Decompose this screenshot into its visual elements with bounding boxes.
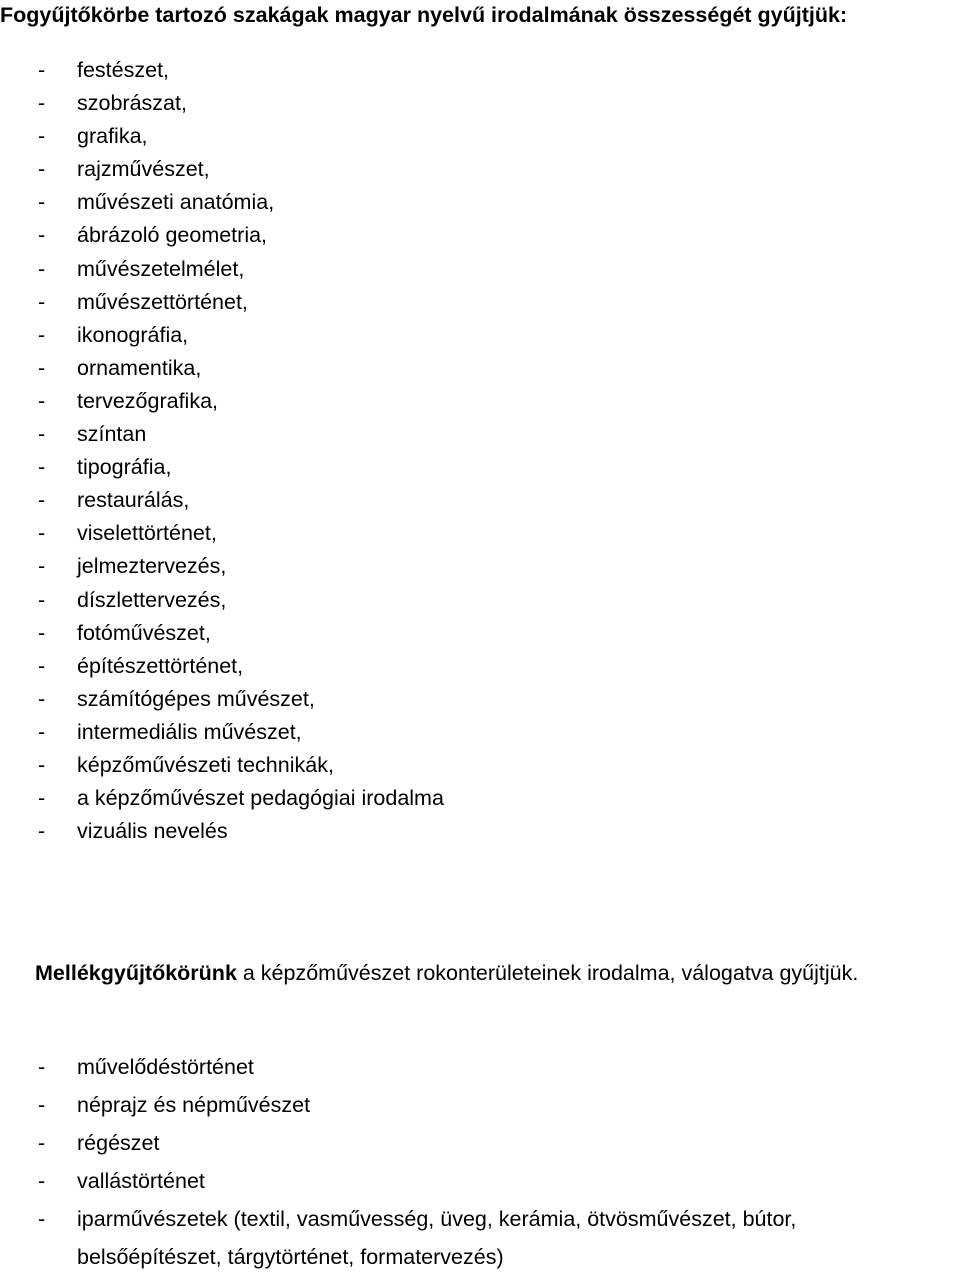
- list-bullet-dash: -: [38, 223, 46, 248]
- list-item: [0, 1086, 960, 1124]
- list-item-text: művelődéstörténet: [77, 1055, 254, 1079]
- list-bullet-dash: -: [38, 1055, 46, 1079]
- list-bullet-dash: -: [38, 91, 46, 116]
- list-item-text: restaurálás,: [77, 488, 190, 513]
- secondary-collection-intro: [35, 954, 958, 993]
- list-item: [0, 517, 960, 550]
- list-bullet-dash: -: [38, 719, 46, 744]
- list-item: [0, 1048, 960, 1086]
- list-item-text: vizuális nevelés: [77, 819, 228, 844]
- list-item: [0, 782, 960, 815]
- list-item: [0, 219, 960, 252]
- list-item: [0, 120, 960, 153]
- list-bullet-dash: -: [38, 1131, 46, 1155]
- list-bullet-dash: -: [38, 422, 46, 447]
- list-item: [0, 550, 960, 583]
- list-bullet-dash: -: [38, 686, 46, 711]
- list-item: [0, 1200, 960, 1276]
- secondary-intro-text: a képzőművészet rokonterületeinek irodalma, válogatva gyűjtjük.: [236, 961, 859, 985]
- list-bullet-dash: -: [38, 819, 46, 844]
- list-item-text: fotóművészet,: [77, 620, 211, 645]
- list-item-text: néprajz és népművészet: [77, 1093, 311, 1117]
- list-item: [0, 418, 960, 451]
- list-item: [0, 451, 960, 484]
- list-item-text: díszlettervezés,: [77, 587, 227, 612]
- primary-collection-list: [0, 54, 960, 848]
- list-item: [0, 584, 960, 617]
- list-item-text: a képzőművészet pedagógiai irodalma: [77, 786, 444, 811]
- list-item-text: tipográfia,: [77, 455, 172, 480]
- list-item-text: ábrázoló geometria,: [77, 223, 268, 248]
- list-item: [0, 319, 960, 352]
- list-item-text: számítógépes művészet,: [77, 686, 315, 711]
- list-item: [0, 749, 960, 782]
- list-bullet-dash: -: [38, 1093, 46, 1117]
- list-item-text: grafika,: [77, 124, 148, 149]
- list-item-text: építészettörténet,: [77, 653, 244, 678]
- list-bullet-dash: -: [38, 786, 46, 811]
- list-item-text: intermediális művészet,: [77, 719, 302, 744]
- list-item: [0, 186, 960, 219]
- list-item-text: jelmeztervezés,: [77, 554, 227, 579]
- list-item: [0, 815, 960, 848]
- list-item-text: színtan: [77, 422, 147, 447]
- list-item-text: tervezőgrafika,: [77, 388, 219, 413]
- list-item: [0, 683, 960, 716]
- list-item: [0, 352, 960, 385]
- list-bullet-dash: -: [38, 752, 46, 777]
- list-bullet-dash: -: [38, 1207, 46, 1231]
- list-item: [0, 253, 960, 286]
- page-heading: Fogyűjtőkörbe tartozó szakágak magyar nyelvű irodalmának összességét gyűjtjük:: [0, 3, 848, 27]
- list-bullet-dash: -: [38, 256, 46, 281]
- list-bullet-dash: -: [38, 157, 46, 182]
- list-item: [0, 286, 960, 319]
- list-bullet-dash: -: [38, 289, 46, 314]
- list-item: [0, 385, 960, 418]
- secondary-intro-lead: Mellékgyűjtőkörünk: [35, 961, 237, 985]
- list-item: [0, 716, 960, 749]
- list-bullet-dash: -: [38, 355, 46, 380]
- list-bullet-dash: -: [38, 58, 46, 82]
- list-item: [0, 1162, 960, 1200]
- list-bullet-dash: -: [38, 620, 46, 645]
- list-bullet-dash: -: [38, 455, 46, 480]
- list-bullet-dash: -: [38, 124, 46, 149]
- list-item-text: régészet: [77, 1131, 160, 1155]
- list-item: [0, 1124, 960, 1162]
- list-item: [0, 54, 960, 87]
- list-bullet-dash: -: [38, 322, 46, 347]
- list-item: [0, 617, 960, 650]
- list-bullet-dash: -: [38, 190, 46, 215]
- list-item-text: művészetelmélet,: [77, 256, 245, 281]
- list-item-text: ornamentika,: [77, 355, 202, 380]
- list-item-text: rajzművészet,: [77, 157, 210, 182]
- list-bullet-dash: -: [38, 1169, 46, 1193]
- secondary-collection-list: [0, 1048, 960, 1276]
- list-bullet-dash: -: [38, 388, 46, 413]
- list-item-text: iparművészetek (textil, vasművesség, üveg, kerámia, ötvösművészet, bútor, belsőépítészet, tárgytörténet, formatervezés): [77, 1207, 797, 1269]
- list-item-text: művészettörténet,: [77, 289, 248, 314]
- list-item-text: ikonográfia,: [77, 322, 189, 347]
- list-bullet-dash: -: [38, 488, 46, 513]
- list-item-text: képzőművészeti technikák,: [77, 752, 334, 777]
- list-item: [0, 484, 960, 517]
- list-item: [0, 87, 960, 120]
- list-bullet-dash: -: [38, 554, 46, 579]
- list-bullet-dash: -: [38, 653, 46, 678]
- list-bullet-dash: -: [38, 521, 46, 546]
- list-bullet-dash: -: [38, 587, 46, 612]
- list-item-text: festészet,: [77, 58, 170, 82]
- list-item-text: szobrászat,: [77, 91, 187, 116]
- list-item: [0, 153, 960, 186]
- list-item-text: viselettörténet,: [77, 521, 217, 546]
- list-item-text: vallástörténet: [77, 1169, 205, 1193]
- list-item: [0, 650, 960, 683]
- list-item-text: művészeti anatómia,: [77, 190, 275, 215]
